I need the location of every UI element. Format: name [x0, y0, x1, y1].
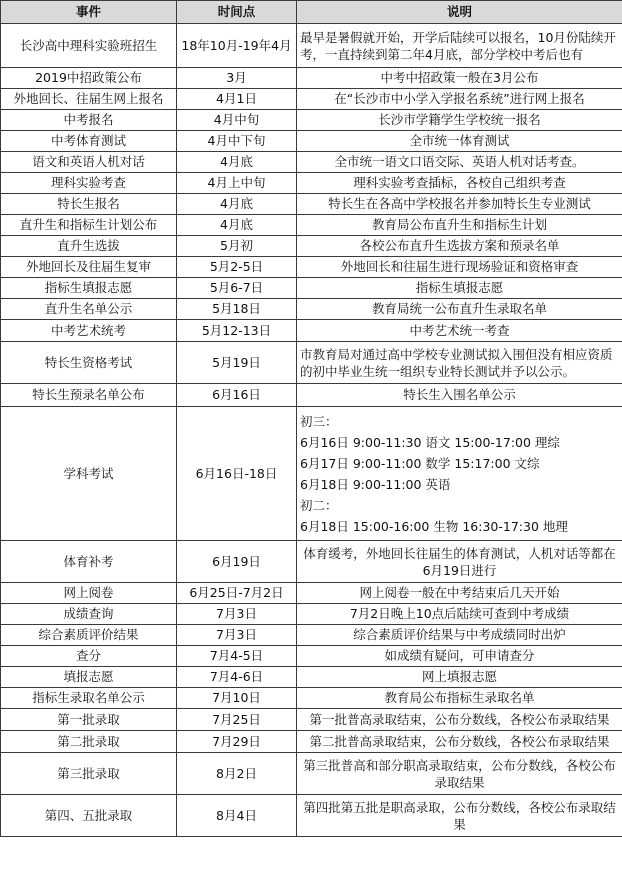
event-cell: 学科考试: [1, 407, 177, 541]
description-cell: 教育局公布指标生录取名单: [297, 688, 622, 709]
event-cell: 外地回长及往届生复审: [1, 257, 177, 278]
exam-line: 6月17日 9:00-11:00 数学 15:17:00 文综: [300, 455, 540, 471]
event-cell: 直升生选拔: [1, 236, 177, 257]
event-cell: 查分: [1, 646, 177, 667]
description-cell: 特长生入围名单公示: [297, 384, 622, 407]
table-row: [1, 194, 622, 215]
event-cell: 指标生填报志愿: [1, 278, 177, 299]
time-cell: 7月3日: [177, 604, 297, 625]
table-row: [1, 342, 622, 384]
time-cell: 5月18日: [177, 299, 297, 320]
event-cell: 第一批录取: [1, 709, 177, 731]
time-cell: 4月底: [177, 152, 297, 173]
table-row: [1, 215, 622, 236]
header-event: 事件: [1, 1, 177, 24]
table-row: [1, 24, 622, 68]
table-row: [1, 583, 622, 604]
table-row: [1, 646, 622, 667]
description-cell: 第三批普高和部分职高录取结束，公布分数线，各校公布录取结果: [297, 753, 622, 795]
table-row: [1, 257, 622, 278]
time-cell: 5月2-5日: [177, 257, 297, 278]
event-cell: 直升生名单公示: [1, 299, 177, 320]
description-cell: 指标生填报志愿: [297, 278, 622, 299]
description-cell: 网上阅卷一般在中考结束后几天开始: [297, 583, 622, 604]
event-cell: 第三批录取: [1, 753, 177, 795]
description-cell: 特长生在各高中学校报名并参加特长生专业测试: [297, 194, 622, 215]
event-cell: 外地回长、往届生网上报名: [1, 89, 177, 110]
header-time: 时间点: [177, 1, 297, 24]
table-row: [1, 384, 622, 407]
table-row: [1, 731, 622, 753]
time-cell: 7月29日: [177, 731, 297, 753]
description-cell: 各校公布直升生选拔方案和预录名单: [297, 236, 622, 257]
description-cell: 网上填报志愿: [297, 667, 622, 688]
event-cell: 中考体育测试: [1, 131, 177, 152]
table-row: [1, 131, 622, 152]
event-cell: 指标生录取名单公示: [1, 688, 177, 709]
event-cell: 第二批录取: [1, 731, 177, 753]
table-row: [1, 625, 622, 646]
exam-line: 6月18日 15:00-16:00 生物 16:30-17:30 地理: [300, 518, 568, 534]
table-row: [1, 173, 622, 194]
table-row: [1, 541, 622, 583]
event-cell: 网上阅卷: [1, 583, 177, 604]
event-cell: 特长生资格考试: [1, 342, 177, 384]
description-cell: [297, 407, 622, 541]
event-cell: 综合素质评价结果: [1, 625, 177, 646]
event-cell: 填报志愿: [1, 667, 177, 688]
time-cell: 8月4日: [177, 795, 297, 837]
time-cell: 8月2日: [177, 753, 297, 795]
description-cell: 长沙市学籍学生学校统一报名: [297, 110, 622, 131]
description-cell: 第四批第五批是职高录取，公布分数线，各校公布录取结果: [297, 795, 622, 837]
time-cell: 6月19日: [177, 541, 297, 583]
time-cell: 5月12-13日: [177, 320, 297, 342]
description-cell: 全市统一体育测试: [297, 131, 622, 152]
description-cell: 第一批普高录取结束，公布分数线，各校公布录取结果: [297, 709, 622, 731]
exam-line: 初二：: [300, 497, 338, 513]
table-row: [1, 299, 622, 320]
table-row: [1, 795, 622, 837]
event-cell: 特长生预录名单公布: [1, 384, 177, 407]
time-cell: 3月: [177, 68, 297, 89]
event-cell: 特长生报名: [1, 194, 177, 215]
time-cell: 7月10日: [177, 688, 297, 709]
time-cell: 4月中下旬: [177, 131, 297, 152]
description-cell: 外地回长和往届生进行现场验证和资格审查: [297, 257, 622, 278]
table-row: [1, 320, 622, 342]
table-row: [1, 604, 622, 625]
time-cell: 4月上中旬: [177, 173, 297, 194]
description-cell: 市教育局对通过高中学校专业测试拟入围但没有相应资质的初中毕业生统一组织专业特长测试并予以公示。: [297, 342, 622, 384]
table-row: [1, 753, 622, 795]
header-description: 说明: [297, 1, 622, 24]
table-row: [1, 68, 622, 89]
event-cell: 成绩查询: [1, 604, 177, 625]
event-cell: 中考艺术统考: [1, 320, 177, 342]
exam-line: 初三：: [300, 413, 338, 429]
description-cell: 如成绩有疑问，可申请查分: [297, 646, 622, 667]
event-cell: 体育补考: [1, 541, 177, 583]
description-cell: 最早是暑假就开始，开学后陆续可以报名，10月份陆续开考，一直持续到第二年4月底，部分学校中考后也有: [297, 24, 622, 68]
time-cell: 4月底: [177, 215, 297, 236]
event-cell: 理科实验考查: [1, 173, 177, 194]
description-cell: 中考艺术统一考查: [297, 320, 622, 342]
time-cell: 4月1日: [177, 89, 297, 110]
description-cell: 中考中招政策一般在3月公布: [297, 68, 622, 89]
table-row: [1, 667, 622, 688]
time-cell: 6月16日: [177, 384, 297, 407]
table-row: [1, 278, 622, 299]
event-cell: 第四、五批录取: [1, 795, 177, 837]
table-row: [1, 152, 622, 173]
time-cell: 6月25日-7月2日: [177, 583, 297, 604]
event-cell: 长沙高中理科实验班招生: [1, 24, 177, 68]
event-cell: 直升生和指标生计划公布: [1, 215, 177, 236]
time-cell: 5月6-7日: [177, 278, 297, 299]
time-cell: 7月3日: [177, 625, 297, 646]
time-cell: 7月4-5日: [177, 646, 297, 667]
table-row: [1, 89, 622, 110]
time-cell: 18年10月-19年4月: [177, 24, 297, 68]
description-cell: 综合素质评价结果与中考成绩同时出炉: [297, 625, 622, 646]
description-cell: 体育缓考，外地回长往届生的体育测试，人机对话等都在6月19日进行: [297, 541, 622, 583]
description-cell: 教育局统一公布直升生录取名单: [297, 299, 622, 320]
description-cell: 教育局公布直升生和指标生计划: [297, 215, 622, 236]
time-cell: 6月16日-18日: [177, 407, 297, 541]
exam-line: 6月16日 9:00-11:30 语文 15:00-17:00 理综: [300, 434, 560, 450]
time-cell: 7月4-6日: [177, 667, 297, 688]
time-cell: 4月中旬: [177, 110, 297, 131]
table-row: [1, 407, 622, 541]
description-cell: 全市统一语文口语交际、英语人机对话考查。: [297, 152, 622, 173]
table-row: [1, 110, 622, 131]
description-cell: 在“长沙市中小学入学报名系统”进行网上报名: [297, 89, 622, 110]
event-cell: 语文和英语人机对话: [1, 152, 177, 173]
event-cell: 中考报名: [1, 110, 177, 131]
time-cell: 5月初: [177, 236, 297, 257]
table-row: [1, 688, 622, 709]
exam-line: 6月18日 9:00-11:00 英语: [300, 476, 451, 492]
description-cell: 7月2日晚上10点后陆续可查到中考成绩: [297, 604, 622, 625]
header-row: [1, 1, 622, 24]
description-cell: 理科实验考查插标，各校自己组织考查: [297, 173, 622, 194]
time-cell: 4月底: [177, 194, 297, 215]
time-cell: 5月19日: [177, 342, 297, 384]
event-cell: 2019中招政策公布: [1, 68, 177, 89]
table-row: [1, 709, 622, 731]
table-row: [1, 236, 622, 257]
time-cell: 7月25日: [177, 709, 297, 731]
description-cell: 第二批普高录取结束，公布分数线，各校公布录取结果: [297, 731, 622, 753]
